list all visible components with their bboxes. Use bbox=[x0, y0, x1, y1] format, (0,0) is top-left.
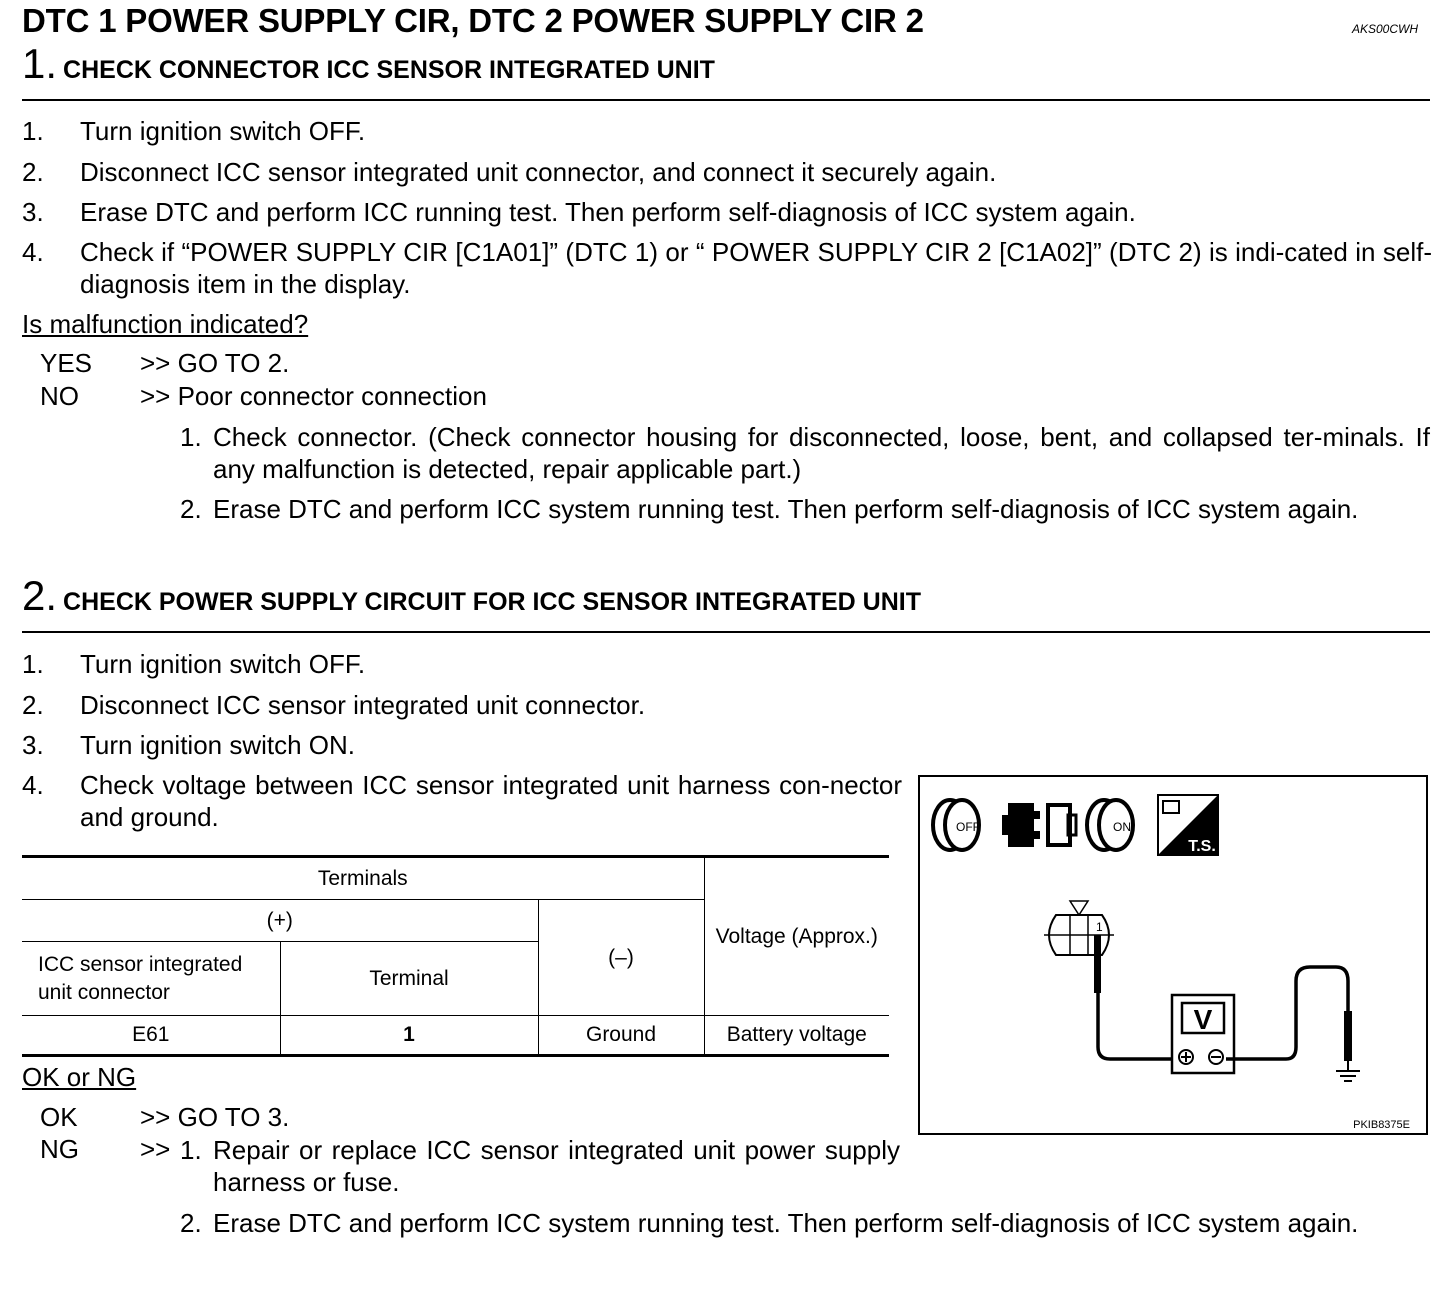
s1-no-answer bbox=[40, 381, 487, 412]
s2-step-1-text: Turn ignition switch OFF. bbox=[80, 649, 366, 679]
s2-step-2-text: Disconnect ICC sensor integrated unit connector. bbox=[80, 690, 646, 720]
off-label: OFF bbox=[956, 820, 980, 834]
s2-ng-prefix: >> bbox=[140, 1134, 171, 1164]
s2-ng-sub-2-num: 2. bbox=[180, 1208, 202, 1238]
negative-lead bbox=[1226, 967, 1348, 1059]
s2-ng-sub-1-text: Repair or replace ICC sensor integrated unit power supply harness or fuse. bbox=[213, 1135, 900, 1197]
s1-no-sub-2-text: Erase DTC and perform ICC system running test. Then perform self-diagnosis of ICC system again. bbox=[213, 494, 1359, 524]
s1-yes-answer bbox=[40, 348, 289, 379]
meter-label: V bbox=[1193, 1004, 1213, 1035]
section-2-title: CHECK POWER SUPPLY CIRCUIT FOR ICC SENSOR INTEGRATED UNIT bbox=[63, 588, 921, 616]
circuit-diagram bbox=[920, 777, 1426, 1133]
ground-icon bbox=[1336, 1061, 1360, 1081]
s1-step-1-num: 1. bbox=[22, 116, 44, 146]
s2-ng-key: NG bbox=[40, 1134, 79, 1164]
s1-step-3-num: 3. bbox=[22, 197, 44, 227]
s1-no-sub-1-num: 1. bbox=[180, 422, 202, 452]
s1-no-sub-2 bbox=[180, 493, 1430, 525]
s1-step-4-text: Check if “POWER SUPPLY CIR [C1A01]” (DTC 1) or “ POWER SUPPLY CIR 2 [C1A02]” (DTC 2) is indi-cated in self-diagnosis item in the display. bbox=[80, 237, 1432, 299]
s1-no-sub-1 bbox=[180, 421, 1430, 485]
document-code: AKS00CWH bbox=[1352, 22, 1419, 36]
voltmeter-icon bbox=[1172, 995, 1234, 1073]
page-title: DTC 1 POWER SUPPLY CIR, DTC 2 POWER SUPPLY CIR 2 bbox=[22, 2, 924, 39]
connector-disconnect-icon bbox=[1002, 803, 1076, 847]
th-plus: (+) bbox=[22, 900, 538, 942]
s1-step-4-num: 4. bbox=[22, 237, 44, 267]
ts-icon bbox=[1158, 795, 1218, 855]
s2-ok-key: OK bbox=[40, 1102, 78, 1132]
harness-connector-icon bbox=[1044, 901, 1114, 955]
s2-ng-sub-1-num: 1. bbox=[180, 1135, 202, 1165]
s1-step-1 bbox=[22, 115, 1432, 147]
th-voltage: Voltage (Approx.) bbox=[704, 857, 889, 1016]
s2-step-4-text: Check voltage between ICC sensor integrated unit harness con-nector and ground. bbox=[80, 770, 902, 832]
ignition-on-icon bbox=[1087, 800, 1133, 850]
th-terminals: Terminals bbox=[22, 857, 704, 900]
s1-step-3 bbox=[22, 196, 1432, 228]
s1-yes-text: >> GO TO 2. bbox=[140, 348, 290, 378]
section-1-rule bbox=[22, 99, 1430, 101]
s1-step-2-num: 2. bbox=[22, 157, 44, 187]
section-1-heading bbox=[22, 40, 715, 88]
positive-lead bbox=[1098, 993, 1178, 1059]
s2-step-4 bbox=[22, 769, 902, 833]
section-1-number: 1. bbox=[22, 40, 58, 87]
pin-label: 1 bbox=[1096, 920, 1103, 934]
td-voltage: Battery voltage bbox=[704, 1016, 889, 1056]
s1-step-1-text: Turn ignition switch OFF. bbox=[80, 116, 366, 146]
s2-ng-sub-2 bbox=[180, 1207, 1430, 1239]
s2-step-4-num: 4. bbox=[22, 770, 44, 800]
s1-step-2 bbox=[22, 156, 1432, 188]
s2-step-1 bbox=[22, 648, 1432, 680]
s2-ng-sub-1 bbox=[180, 1134, 900, 1198]
voltage-table bbox=[22, 855, 889, 1057]
s1-no-sub-2-num: 2. bbox=[180, 494, 202, 524]
td-terminal: 1 bbox=[280, 1016, 538, 1056]
ignition-off-icon bbox=[933, 800, 980, 850]
s2-step-3-text: Turn ignition switch ON. bbox=[80, 730, 356, 760]
voltage-check-figure bbox=[918, 775, 1428, 1135]
section-1-title: CHECK CONNECTOR ICC SENSOR INTEGRATED UNIT bbox=[63, 56, 715, 84]
s2-ok-answer bbox=[40, 1102, 289, 1133]
s2-step-1-num: 1. bbox=[22, 649, 44, 679]
positive-probe bbox=[1094, 935, 1101, 993]
s1-question: Is malfunction indicated? bbox=[22, 309, 309, 339]
s1-no-sub-1-text: Check connector. (Check connector housing for disconnected, loose, bent, and collapsed ter-minals. If any malfunction is detected, repair applicable part.) bbox=[213, 422, 1430, 484]
s1-step-2-text: Disconnect ICC sensor integrated unit connector, and connect it securely again. bbox=[80, 157, 997, 187]
section-2-heading bbox=[22, 572, 921, 620]
s2-step-3 bbox=[22, 729, 1432, 761]
s2-step-2 bbox=[22, 689, 1432, 721]
s2-ok-text: >> GO TO 3. bbox=[140, 1102, 290, 1132]
th-minus: (–) bbox=[538, 900, 704, 1016]
s2-step-2-num: 2. bbox=[22, 690, 44, 720]
th-terminal: Terminal bbox=[280, 942, 538, 1016]
s1-yes-key: YES bbox=[40, 348, 93, 378]
section-2-rule bbox=[22, 631, 1430, 633]
td-minus: Ground bbox=[538, 1016, 704, 1056]
s2-ng-answer bbox=[40, 1134, 170, 1165]
negative-probe bbox=[1344, 1011, 1352, 1061]
on-label: ON bbox=[1113, 820, 1131, 834]
ts-label: T.S. bbox=[1188, 838, 1216, 855]
section-2-number: 2. bbox=[22, 572, 58, 619]
s1-step-3-text: Erase DTC and perform ICC running test. Then perform self-diagnosis of ICC system again. bbox=[80, 197, 1136, 227]
s1-no-key: NO bbox=[40, 381, 79, 411]
s2-question: OK or NG bbox=[22, 1062, 137, 1092]
s2-ng-sub-2-text: Erase DTC and perform ICC system running test. Then perform self-diagnosis of ICC system again. bbox=[213, 1208, 1359, 1238]
figure-code: PKIB8375E bbox=[1353, 1119, 1410, 1131]
td-connector: E61 bbox=[22, 1016, 280, 1056]
th-connector: ICC sensor integrated unit connector bbox=[22, 942, 280, 1016]
s1-step-4 bbox=[22, 236, 1432, 300]
s1-no-text: >> Poor connector connection bbox=[140, 381, 487, 411]
s2-step-3-num: 3. bbox=[22, 730, 44, 760]
